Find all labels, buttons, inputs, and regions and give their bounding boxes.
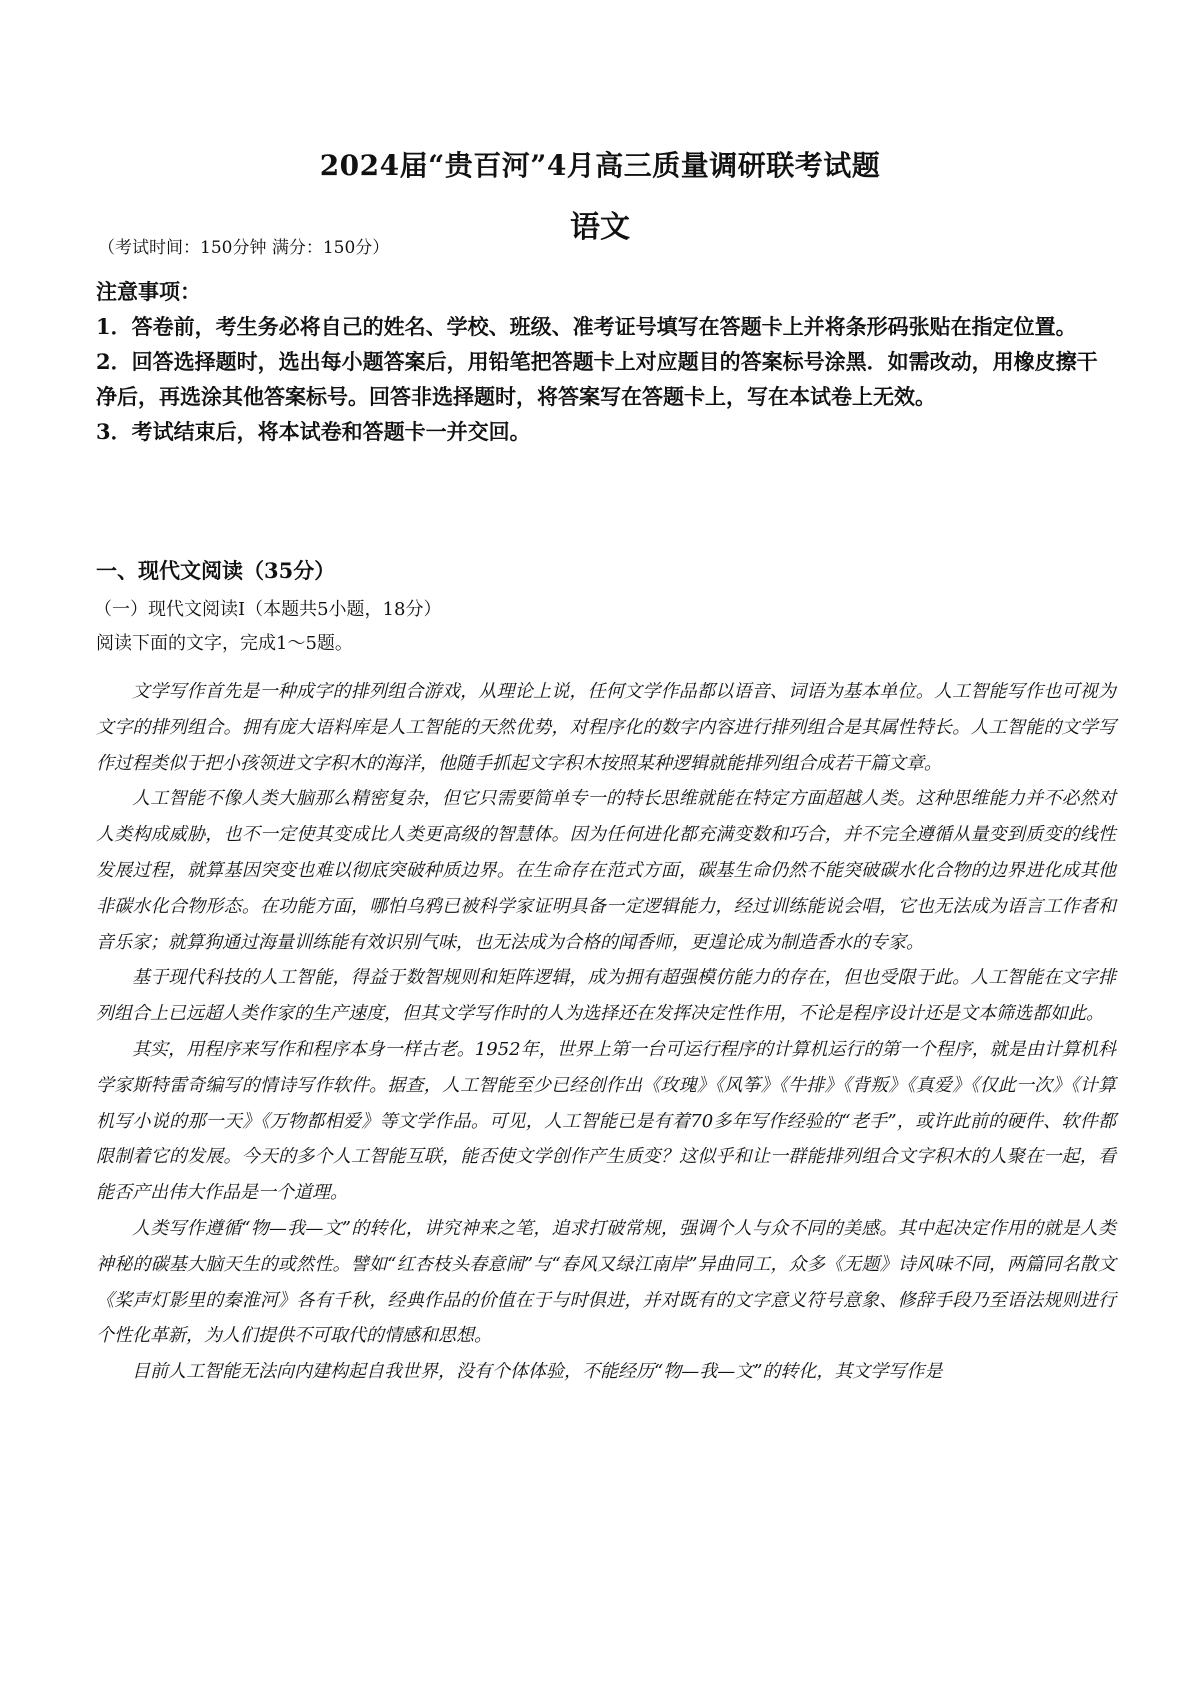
exam-title: 2024届“贵百河”4月高三质量调研联考试题 [319,149,881,182]
passage-paragraph-6: 目前人工智能无法向内建构起自我世界，没有个体体验，不能经历“物—我—文”的转化，其文学写作是 [132,1361,943,1383]
reading-passage [96,674,1116,1390]
passage-paragraph-2: 人工智能不像人类大脑那么精密复杂，但它只需要简单专一的特长思维就能在特定方面超越人类。这种思维能力并不必然对人类构成威胁，也不一定使其变成比人类更高级的智慧体。因为任何进化都充满变数和巧合，并不完全遵循从量变到质变的线性发展过程，就算基因突变也难以彻底突破种质边界。在生命存在范式方面，碳基生命仍然不能突破碳水化合物的边界进化成其他非碳水化合物形态。在功能方面，哪怕乌鸦已被科学家证明具备一定逻辑能力，经过训练能说会唱，它也无法成为语言工作者和音乐家；就算狗通过海量训练能有效识别气味，也无法成为合格的闻香师，更遑论成为制造香水的专家。 [96,788,1116,953]
exam-info: （考试时间：150分钟 满分：150分） [98,238,390,258]
notice-heading: 注意事项： [96,279,201,304]
notice-item-2: 2．回答选择题时，选出每小题答案后，用铅笔把答题卡上对应题目的答案标号涂黑．如需改动，用橡皮擦干净后，再选涂其他答案标号。回答非选择题时，将答案写在答题卡上，写在本试卷上无效。 [96,349,1098,409]
section-heading: 一、现代文阅读（35分） [96,558,336,583]
passage-paragraph-3: 基于现代科技的人工智能，得益于数智规则和矩阵逻辑，成为拥有超强模仿能力的存在，但也受限于此。人工智能在文字排列组合上已远超人类作家的生产速度，但其文学写作时的人为选择还在发挥决定性作用，不论是程序设计还是文本筛选都如此。 [96,967,1116,1025]
notice-item-1: 1．答卷前，考生务必将自己的姓名、学校、班级、准考证号填写在答题卡上并将条形码张贴在指定位置。 [96,314,1077,339]
notice-item-3: 3．考试结束后，将本试卷和答题卡一并交回。 [96,419,531,444]
sub-section-heading: （一）现代文阅读Ⅰ（本题共5小题，18分） [94,599,442,620]
notice-block [96,274,1116,449]
passage-paragraph-1: 文学写作首先是一种成字的排列组合游戏，从理论上说，任何文学作品都以语音、词语为基本单位。人工智能写作也可视为文字的排列组合。拥有庞大语料库是人工智能的天然优势，对程序化的数字内容进行排列组合是其属性特长。人工智能的文学写作过程类似于把小孩领进文字积木的海洋，他随手抓起文字积木按照某种逻辑就能排列组合成若干篇文章。 [96,681,1116,774]
passage-paragraph-4: 其实，用程序来写作和程序本身一样古老。1952年，世界上第一台可运行程序的计算机运行的第一个程序，就是由计算机科学家斯特雷奇编写的情诗写作软件。据查，人工智能至少已经创作出《玫瑰》《风筝》《牛排》《背叛》《真爱》《仅此一次》《计算机写小说的那一天》《万物都相爱》等文学作品。可见，人工智能已是有着70多年写作经验的“老手”，或许此前的硬件、软件都限制着它的发展。今天的多个人工智能互联，能否使文学创作产生质变？这似乎和让一群能排列组合文字积木的人聚在一起，看能否产出伟大作品是一个道理。 [96,1038,1116,1204]
subject-title: 语文 [570,210,630,245]
passage-paragraph-5: 人类写作遵循“物—我—文”的转化，讲究神来之笔，追求打破常规，强调个人与众不同的美感。其中起决定作用的就是人类神秘的碳基大脑天生的或然性。譬如“红杏枝头春意闹”与“春风又绿江南岸”异曲同工，众多《无题》诗风味不同，两篇同名散文《桨声灯影里的秦淮河》各有千秋，经典作品的价值在于与时俱进，并对既有的文字意义符号意象、修辞手段乃至语法规则进行个性化革新，为人们提供不可取代的情感和思想。 [96,1217,1116,1347]
reading-instruction: 阅读下面的文字，完成1～5题。 [96,633,353,654]
